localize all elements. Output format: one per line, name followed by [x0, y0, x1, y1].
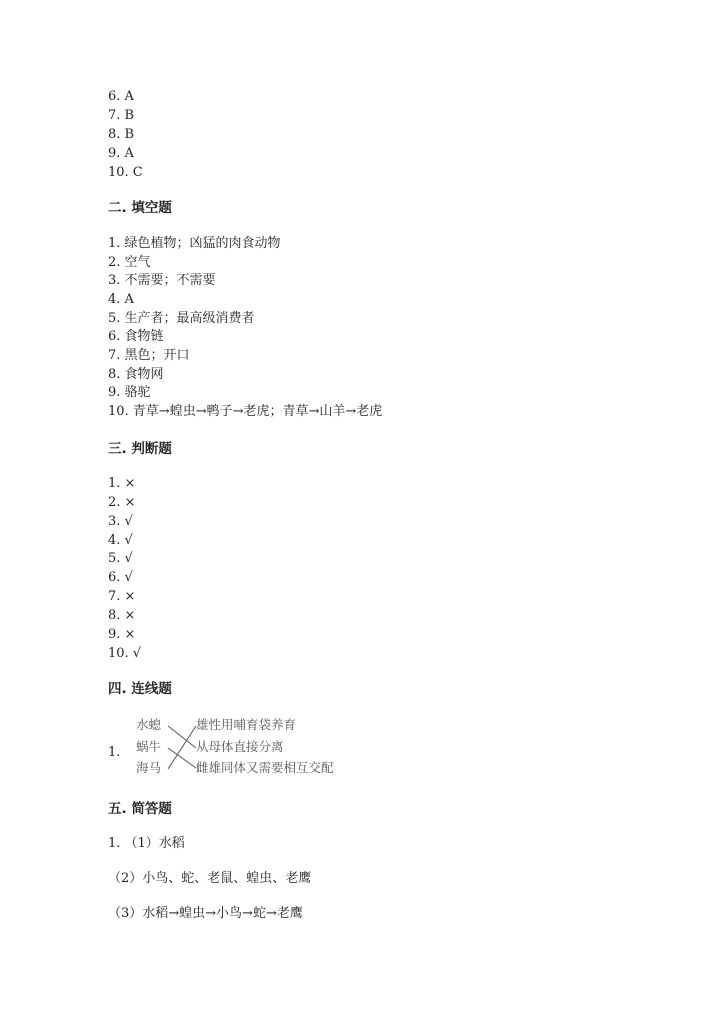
fill-answer-8: 8. 食物网	[108, 367, 164, 382]
section-heading-fill-blank: 二. 填空题	[108, 200, 172, 216]
fill-answer-7: 7. 黑色；开口	[108, 348, 190, 363]
fill-answer-6: 6. 食物链	[108, 329, 164, 344]
choice-answer-8: 8. B	[108, 127, 135, 142]
matching-lines	[130, 714, 360, 782]
choice-answer-7: 7. B	[108, 108, 135, 123]
matching-right-item: 雄性用哺育袋养育	[196, 717, 297, 732]
section-heading-matching: 四. 连线题	[108, 681, 172, 697]
matching-left-item: 蜗牛	[136, 739, 162, 754]
section-heading-short-answer: 五. 简答题	[108, 801, 172, 817]
judge-answer-2: 2. ×	[108, 495, 136, 510]
fill-answer-2: 2. 空气	[108, 255, 151, 270]
match-line-3	[168, 726, 196, 769]
matching-question-number: 1.	[108, 745, 121, 760]
fill-answer-10: 10. 青草→蝗虫→鸭子→老虎；青草→山羊→老虎	[108, 404, 383, 419]
matching-left-item: 水螅	[136, 717, 162, 732]
matching-left-item: 海马	[136, 760, 162, 775]
judge-answer-4: 4. √	[108, 533, 133, 548]
choice-answer-10: 10. C	[108, 165, 143, 180]
judge-answer-8: 8. ×	[108, 608, 136, 623]
judge-answer-7: 7. ×	[108, 589, 136, 604]
fill-answer-3: 3. 不需要；不需要	[108, 273, 216, 288]
match-line-1	[168, 726, 196, 748]
judge-answer-3: 3. √	[108, 514, 133, 529]
short-answer-line-1: 1. （1）水稻	[108, 836, 185, 851]
judge-answer-10: 10. √	[108, 646, 142, 661]
short-answer-line-3: （3）水稻→蝗虫→小鸟→蛇→老鹰	[108, 906, 303, 921]
matching-right-item: 雌雄同体又需要相互交配	[196, 760, 334, 775]
fill-answer-4: 4. A	[108, 292, 134, 307]
choice-answer-9: 9. A	[108, 146, 134, 161]
match-line-2	[168, 748, 196, 768]
fill-answer-5: 5. 生产者；最高级消费者	[108, 311, 255, 326]
judge-answer-1: 1. ×	[108, 476, 136, 491]
short-answer-line-2: （2）小鸟、蛇、老鼠、蝗虫、老鹰	[108, 871, 312, 886]
judge-answer-6: 6. √	[108, 570, 133, 585]
judge-answer-5: 5. √	[108, 551, 133, 566]
fill-answer-9: 9. 骆驼	[108, 385, 151, 400]
section-heading-judge: 三. 判断题	[108, 441, 172, 457]
choice-answer-6: 6. A	[108, 89, 134, 104]
judge-answer-9: 9. ×	[108, 627, 136, 642]
matching-right-item: 从母体直接分离	[196, 739, 284, 754]
matching-diagram	[130, 714, 360, 782]
fill-answer-1: 1. 绿色植物；凶猛的肉食动物	[108, 236, 281, 251]
